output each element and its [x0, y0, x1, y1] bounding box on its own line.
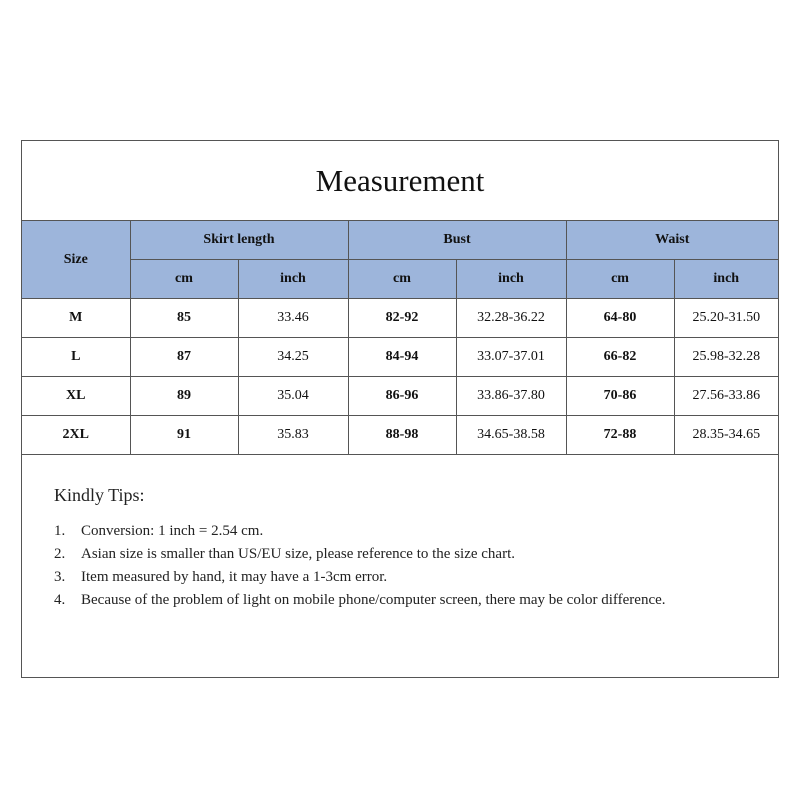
- skirt-length-cm-cell: 87: [130, 338, 238, 377]
- tip-number: 4.: [54, 592, 66, 608]
- table-row: [22, 377, 778, 416]
- chart-title: Measurement: [22, 141, 778, 221]
- unit-header: cm: [348, 260, 456, 299]
- skirt-length-inch-cell: 35.04: [238, 377, 348, 416]
- waist-inch-cell: 28.35-34.65: [674, 416, 778, 455]
- bust-inch-cell: 33.86-37.80: [456, 377, 566, 416]
- list-item: [54, 589, 754, 612]
- tip-text: Asian size is smaller than US/EU size, please reference to the size chart.: [81, 546, 515, 562]
- unit-header: inch: [238, 260, 348, 299]
- list-item: [54, 520, 754, 543]
- table-row: [22, 338, 778, 377]
- unit-header: inch: [674, 260, 778, 299]
- skirt-length-cm-cell: 89: [130, 377, 238, 416]
- unit-header: inch: [456, 260, 566, 299]
- bust-inch-cell: 32.28-36.22: [456, 299, 566, 338]
- bust-cm-cell: 84-94: [348, 338, 456, 377]
- skirt-length-cm-cell: 91: [130, 416, 238, 455]
- size-table: [22, 221, 778, 455]
- waist-cm-cell: 72-88: [566, 416, 674, 455]
- table-unit-row: [22, 260, 778, 299]
- tips-list: [54, 520, 754, 612]
- bust-inch-cell: 33.07-37.01: [456, 338, 566, 377]
- bust-cm-cell: 88-98: [348, 416, 456, 455]
- unit-header: cm: [566, 260, 674, 299]
- tips-heading: Kindly Tips:: [54, 485, 145, 505]
- bust-inch-cell: 34.65-38.58: [456, 416, 566, 455]
- tip-number: 3.: [54, 569, 66, 585]
- bust-cm-cell: 82-92: [348, 299, 456, 338]
- table-row: [22, 416, 778, 455]
- size-cell: L: [22, 338, 130, 377]
- tip-text: Because of the problem of light on mobile phone/computer screen, there may be color difference.: [81, 592, 666, 608]
- size-cell: M: [22, 299, 130, 338]
- size-chart-card: [21, 140, 779, 678]
- skirt-length-inch-cell: 33.46: [238, 299, 348, 338]
- bust-cm-cell: 86-96: [348, 377, 456, 416]
- waist-header: Waist: [566, 221, 778, 260]
- skirt-length-inch-cell: 34.25: [238, 338, 348, 377]
- waist-inch-cell: 27.56-33.86: [674, 377, 778, 416]
- waist-inch-cell: 25.20-31.50: [674, 299, 778, 338]
- list-item: [54, 566, 754, 589]
- skirt-length-cm-cell: 85: [130, 299, 238, 338]
- tip-number: 1.: [54, 523, 66, 539]
- kindly-tips: [54, 485, 754, 612]
- skirt-length-header: Skirt length: [130, 221, 348, 260]
- tip-text: Item measured by hand, it may have a 1-3cm error.: [81, 569, 388, 585]
- waist-cm-cell: 64-80: [566, 299, 674, 338]
- skirt-length-inch-cell: 35.83: [238, 416, 348, 455]
- size-cell: XL: [22, 377, 130, 416]
- tip-number: 2.: [54, 546, 66, 562]
- list-item: [54, 543, 754, 566]
- unit-header: cm: [130, 260, 238, 299]
- waist-cm-cell: 70-86: [566, 377, 674, 416]
- bust-header: Bust: [348, 221, 566, 260]
- size-cell: 2XL: [22, 416, 130, 455]
- tip-text: Conversion: 1 inch = 2.54 cm.: [81, 523, 264, 539]
- size-header: Size: [22, 221, 130, 299]
- table-header-row: [22, 221, 778, 260]
- waist-inch-cell: 25.98-32.28: [674, 338, 778, 377]
- waist-cm-cell: 66-82: [566, 338, 674, 377]
- table-row: [22, 299, 778, 338]
